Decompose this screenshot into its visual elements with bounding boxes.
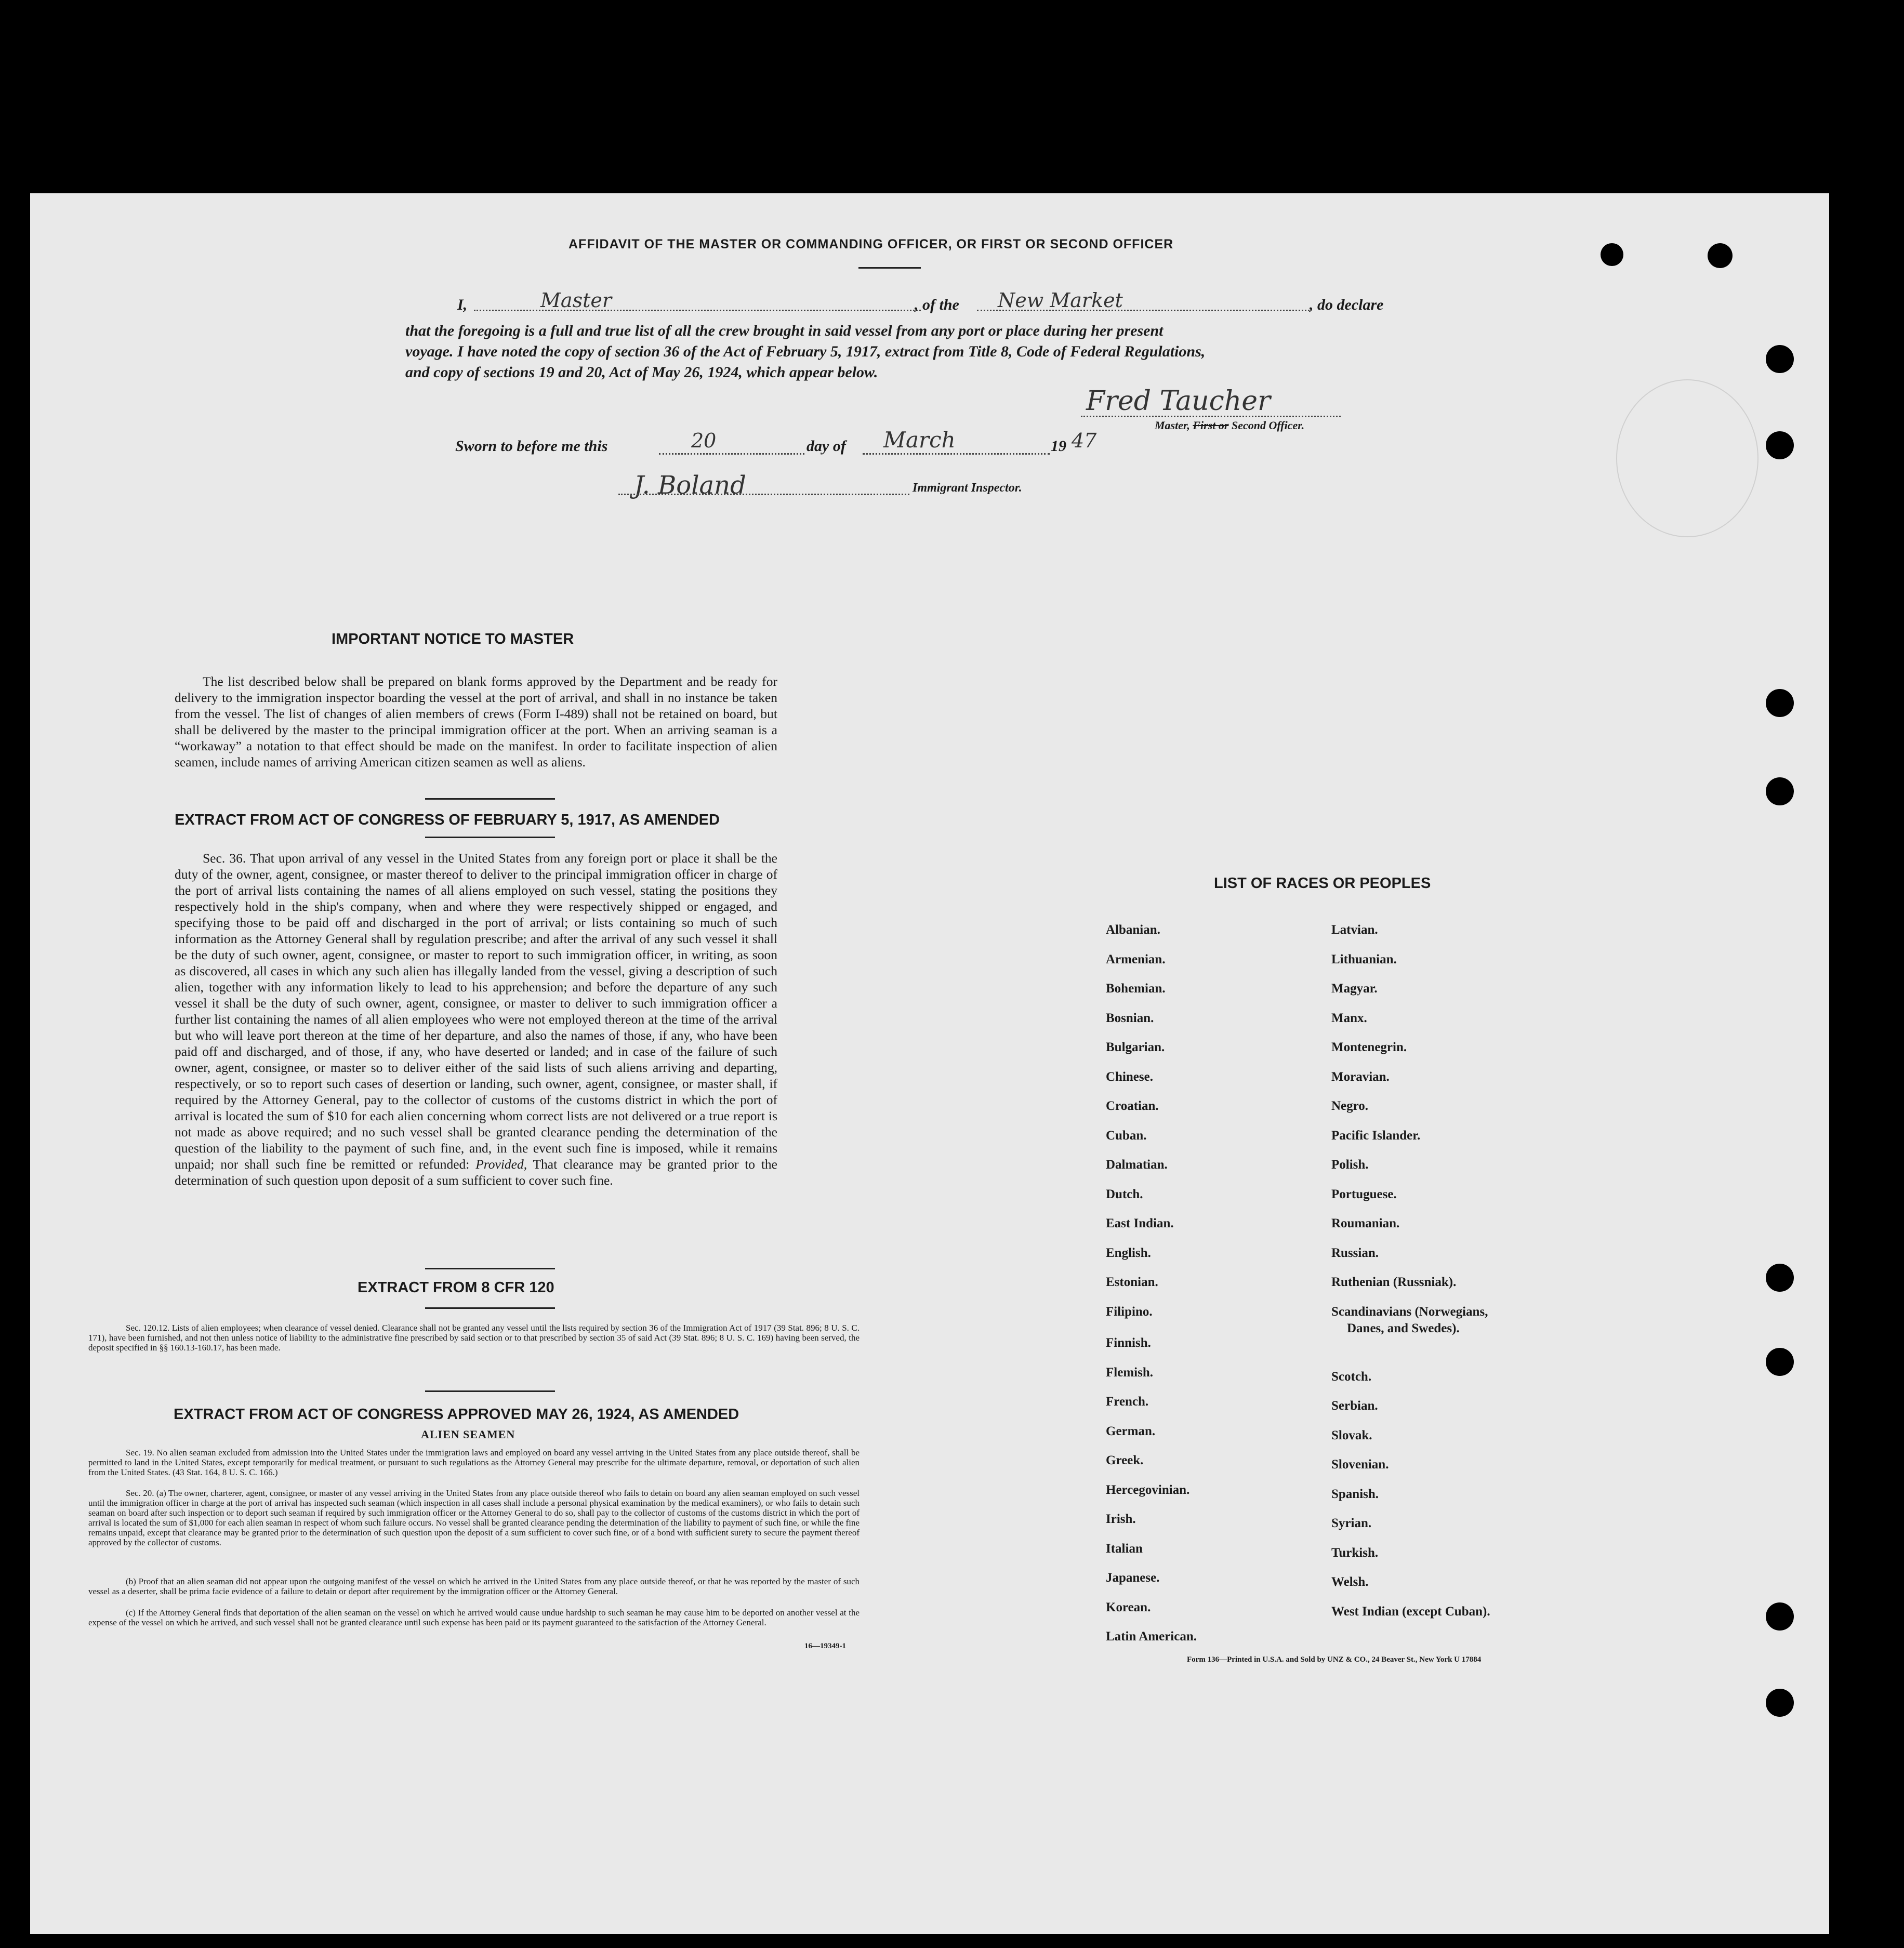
race-item: Armenian. — [1106, 952, 1166, 966]
race-item: Filipino. — [1106, 1304, 1153, 1319]
race-item: Bohemian. — [1106, 982, 1166, 996]
race-item: Dutch. — [1106, 1187, 1143, 1201]
race-item: Hercegovinian. — [1106, 1482, 1190, 1497]
act1924-sec20a: Sec. 20. (a) The owner, charterer, agent, consignee, or master of any vessel arriving in the United States from any place outside thereof who fails to detain on board any alien seaman employed on such vessel until the immigration officer in charge at the port of arrival has inspected such seaman (which inspection in all cases shall include a personal physical examination by the medical examiners), or who fails to detain such seaman on board after such inspection or to deport such seaman if required by such immigration officer or the Attorney General to do so, shall pay to the collector of customs of the customs district in which the port of arrival is located the sum of $1,000 for each alien seaman in respect of whom such failure occurs. No vessel shall be granted clearance pending the determination of the liability to payment of such fine, or while the fine remains unpaid, except that clearance may be granted prior to the determination of such question upon the deposit of a sum sufficient to cover such fine, or of a bond with sufficient surety to secure the payment thereof approved by the collector of customs. — [88, 1488, 860, 1547]
race-item: Croatian. — [1106, 1099, 1159, 1113]
race-item: Slovenian. — [1331, 1457, 1389, 1472]
punch-hole — [1766, 1264, 1794, 1292]
act1924-sec20b: (b) Proof that an alien seaman did not appear upon the outgoing manifest of the vessel on which he arrived in the United States from any place outside thereof, or that he was reported by the master of such vessel as a deserter, shall be prima facie evidence of a failure to detain or deport after requirement by the immigration officer or the Attorney General. — [88, 1576, 860, 1596]
notice-title: IMPORTANT NOTICE TO MASTER — [332, 631, 574, 647]
sworn-day: 20 — [691, 429, 717, 452]
races-title: LIST OF RACES OR PEOPLES — [1214, 875, 1431, 892]
race-item: Albanian. — [1106, 923, 1160, 937]
day-of-label: day of — [806, 438, 846, 455]
race-item: Bulgarian. — [1106, 1040, 1165, 1054]
master-title — [1155, 419, 1304, 432]
master-signature: Fred Taucher — [1086, 386, 1271, 417]
cfr-top-divider — [425, 1268, 555, 1269]
race-item: Moravian. — [1331, 1069, 1390, 1084]
race-item: Dalmatian. — [1106, 1158, 1168, 1172]
race-item: Turkish. — [1331, 1545, 1379, 1560]
race-item: Scandinavians (Norwegians, — [1331, 1304, 1488, 1319]
day-line — [659, 453, 804, 455]
race-item: Korean. — [1106, 1600, 1151, 1614]
act1924-sec20c: (c) If the Attorney General finds that deportation of the alien seaman on the vessel on which he arrived would cause undue hardship to such seaman he may cause him to be deported on another vessel at the expense of the vessel on which he arrived, and such vessel shall not be granted clearance until such expense has been paid or its payment guaranteed to the satisfaction of the Attorney General. — [88, 1608, 860, 1627]
race-item: Danes, and Swedes). — [1347, 1321, 1460, 1335]
name-handwritten: Master — [540, 289, 612, 312]
act1917-top-divider — [425, 798, 555, 800]
race-item: Slovak. — [1331, 1428, 1372, 1442]
race-item: Portuguese. — [1331, 1187, 1397, 1201]
act1917-bottom-divider — [425, 837, 555, 838]
affidavit-body-line-2: voyage. I have noted the copy of section 36 of the Act of February 5, 1917, extract from Title 8, Code of Federal Regulations, — [405, 343, 1206, 360]
race-item: Syrian. — [1331, 1516, 1372, 1530]
affidavit-body-line-3: and copy of sections 19 and 20, Act of May 26, 1924, which appear below. — [405, 364, 878, 381]
race-item: West Indian (except Cuban). — [1331, 1604, 1490, 1619]
act1924-subtitle: ALIEN SEAMEN — [421, 1428, 515, 1441]
inspector-line — [618, 494, 909, 495]
race-item: Montenegrin. — [1331, 1040, 1407, 1054]
race-item: German. — [1106, 1424, 1156, 1438]
punch-hole — [1766, 1689, 1794, 1717]
race-item: Serbian. — [1331, 1399, 1378, 1413]
race-item: Negro. — [1331, 1099, 1369, 1113]
race-item: Lithuanian. — [1331, 952, 1397, 966]
act1917-body: That upon arrival of any vessel in the United States from any foreign port or place it shall be the duty of the owner, agent, consignee, or master thereof to deliver to the principal immigration officer in charge of the port of arrival lists containing the names of all aliens employed on such vessel, stating the positions they respectively hold in the ship's company, when and where they were respectively shipped or engaged, and specifying those to be paid off and discharged in the port of arrival; or lists containing so much of such information as the Attorney General shall by regulation prescribe; and after the arrival of any such vessel it shall be the duty of such owner, agent, consignee, or master to report to such immigration officer, in writing, as soon as discovered, all cases in which any such alien has illegally landed from the vessel, giving a description of such alien, together with any information likely to lead to his apprehension; and before the departure of any such vessel it shall be the duty of such owner, agent, consignee, or master to deliver to such immigration officer a further list containing the names of all alien employees who were not employed thereon at the time of the arrival but who will leave port thereon at the time of her departure, and also the names of those, if any, who have been paid off and discharged, and of those, if any, who have deserted or landed; and in case of the failure of such owner, agent, consignee, or master so to deliver either of the said lists of such aliens arriving and departing, respectively, or so to report such cases of desertion or landing, such owner, agent, consignee, or master shall, if required by the Attorney General, pay to the collector of customs of the customs district in which the port of arrival is located the sum of $10 for each alien concerning whom correct lists are not delivered or a true report is not made as above required; and no such vessel shall be granted clearance pending the determination of the question of the liability to the payment of such fine, and, in the event such fine is imposed, while it remains unpaid; nor shall such fine be remitted or refunded: — [175, 851, 777, 1172]
race-item: Flemish. — [1106, 1365, 1153, 1380]
affidavit-declare-label: , do declare — [1310, 296, 1384, 313]
race-item: Spanish. — [1331, 1487, 1379, 1501]
punch-hole — [1766, 1602, 1794, 1631]
race-item: Polish. — [1331, 1158, 1369, 1172]
race-item: Ruthenian (Russniak). — [1331, 1275, 1457, 1289]
act1917-text — [175, 850, 777, 1188]
act1917-body-end: That clearance may be granted prior to the determination of such question upon deposit of a sum sufficient to cover such fine. — [175, 1157, 777, 1188]
race-item: Latin American. — [1106, 1629, 1197, 1644]
race-item: French. — [1106, 1395, 1149, 1409]
inspector-label: Immigrant Inspector. — [913, 481, 1022, 495]
struck-first-or-label: First or — [1193, 419, 1229, 432]
race-item: Japanese. — [1106, 1571, 1160, 1585]
race-item: Manx. — [1331, 1011, 1367, 1025]
race-item: Pacific Islander. — [1331, 1128, 1421, 1143]
race-item: Latvian. — [1331, 923, 1378, 937]
punch-hole — [1766, 777, 1794, 805]
punch-hole — [1766, 431, 1794, 459]
sworn-month: March — [883, 427, 956, 453]
race-item: Estonian. — [1106, 1275, 1158, 1289]
cfr-bottom-divider — [425, 1307, 555, 1309]
month-line — [863, 453, 1050, 455]
punch-hole — [1766, 689, 1794, 717]
cfr-title: EXTRACT FROM 8 CFR 120 — [358, 1279, 554, 1296]
race-item: English. — [1106, 1245, 1151, 1260]
faint-seal-stamp — [1616, 379, 1758, 537]
vessel-handwritten: New Market — [998, 289, 1123, 312]
cfr-text: Sec. 120.12. Lists of alien employees; when clearance of vessel denied. Clearance shall not be granted any vessel until the lists required by section 36 of the Immigration Act of 1917 (39 Stat. 896; 8 U. S. C. 171), have been furnished, and not then unless notice of liability to the administrative fine prescribed by said section or to that prescribed by section 35 of said Act (39 Stat. 896; 8 U. S. C. 169) having been served, the deposit specified in §§ 160.13-160.17, has been made. — [88, 1323, 860, 1353]
act1917-provided-label: Provided, — [475, 1157, 527, 1172]
act1924-top-divider — [425, 1390, 555, 1392]
act1924-form-code: 16—19349-1 — [804, 1642, 846, 1650]
notice-text: The list described below shall be prepared on blank forms approved by the Department and be ready for delivery to the immigration inspector boarding the vessel at the port of arrival, and shall in no instance be taken from the vessel. The list of changes of alien members of crews (Form I-489) shall not be retained on board, but shall be delivered by the master to the principal immigration officer at the port. When an arriving seaman is a “workaway” a notation to that effect should be made on the manifest. In order to facilitate inspection of alien seamen, include names of arriving American citizen seamen as well as aliens. — [175, 674, 777, 770]
form-footer-note: Form 136—Printed in U.S.A. and Sold by UNZ & CO., 24 Beaver St., New York U 17884 — [1187, 1655, 1482, 1664]
race-item: Russian. — [1331, 1245, 1379, 1260]
punch-hole — [1601, 243, 1623, 266]
race-item: Bosnian. — [1106, 1011, 1154, 1025]
punch-hole — [1766, 1348, 1794, 1376]
second-officer-label: Second Officer. — [1231, 419, 1305, 432]
race-item: Scotch. — [1331, 1369, 1372, 1384]
race-item: Roumanian. — [1331, 1216, 1400, 1230]
master-label: Master, — [1155, 419, 1190, 432]
act1917-title: EXTRACT FROM ACT OF CONGRESS OF FEBRUARY 5, 1917, AS AMENDED — [175, 812, 720, 828]
race-item: Chinese. — [1106, 1069, 1153, 1084]
inspector-signature: J. Boland — [634, 471, 746, 500]
signature-line — [1081, 416, 1341, 417]
affidavit-title: AFFIDAVIT OF THE MASTER OR COMMANDING OFFICER, OR FIRST OR SECOND OFFICER — [568, 237, 1174, 251]
affidavit-body-line-1: that the foregoing is a full and true list of all the crew brought in said vessel from any port or place during her present — [405, 322, 1163, 339]
sworn-label: Sworn to before me this — [455, 438, 608, 455]
affidavit-i-label: I, — [457, 296, 468, 313]
affidavit-of-the-label: , of the — [915, 296, 959, 313]
race-item: Welsh. — [1331, 1575, 1369, 1589]
punch-hole — [1708, 243, 1733, 268]
race-item: Magyar. — [1331, 982, 1378, 996]
act1924-sec19: Sec. 19. No alien seaman excluded from admission into the United States under the immigration laws and employed on board any vessel arriving in the United States from any place outside thereof, shall be permitted to land in the United States, except temporarily for medical treatment, or pursuant to such regulations as the Attorney General may prescribe for the ultimate departure, removal, or deportation of such alien from the United States. (43 Stat. 164, 8 U. S. C. 166.) — [88, 1448, 860, 1477]
punch-hole — [1766, 345, 1794, 373]
race-item: Irish. — [1106, 1512, 1136, 1526]
race-item: East Indian. — [1106, 1216, 1174, 1230]
act1924-title: EXTRACT FROM ACT OF CONGRESS APPROVED MAY 26, 1924, AS AMENDED — [174, 1406, 739, 1423]
race-item: Greek. — [1106, 1453, 1144, 1467]
race-item: Finnish. — [1106, 1336, 1151, 1350]
title-divider — [858, 267, 921, 269]
race-item: Cuban. — [1106, 1128, 1147, 1143]
year-handwritten: 47 — [1072, 429, 1097, 452]
year-prefix: 19 — [1051, 438, 1066, 455]
race-item: Italian — [1106, 1541, 1143, 1556]
act1917-sec-label: Sec. 36. — [203, 851, 246, 866]
